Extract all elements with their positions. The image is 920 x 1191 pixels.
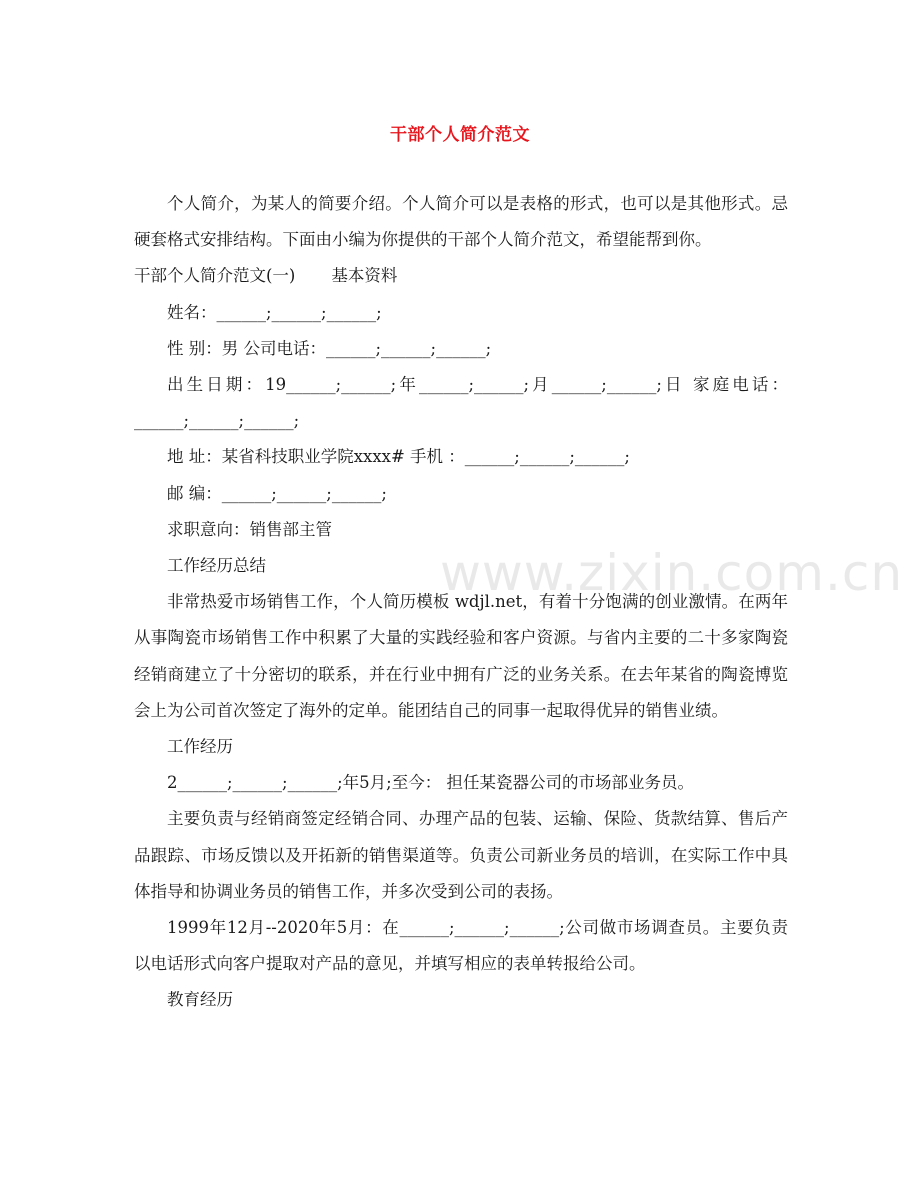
field-postcode: 邮 编：______;______;______; xyxy=(167,483,387,503)
work-summary-paragraph: 非常热爱市场销售工作，个人简历模板 wdjl.net，有着十分饱满的创业激情。在两年从事陶瓷市场销售工作中积累了大量的实践经验和客户资源。与省内主要的二十多家陶瓷经销商建立了十分密切的联系，并在行业中拥有广泛的业务关系。在去年某省的陶瓷博览会上为公司首次签定了海外的定单。能团结自己的同事一起取得优异的销售业绩。 xyxy=(134,592,788,720)
work-summary-heading: 工作经历总结 xyxy=(167,556,266,576)
field-birth-home-phone: 出生日期：19______;______;年______;______;月______;______;日 家庭电话：______;______;______; xyxy=(134,375,788,431)
education-heading: 教育经历 xyxy=(167,990,233,1010)
document-title: 干部个人简介范文 xyxy=(390,125,530,145)
job1-description: 主要负责与经销商签定经销合同、办理产品的包装、运输、保险、货款结算、售后产品跟踪、市场反馈以及开拓新的销售渠道等。负责公司新业务员的培训，在实际工作中具体指导和协调业务员的销售工作，并多次受到公司的表扬。 xyxy=(134,809,788,901)
section-heading-line xyxy=(134,258,788,294)
job2-paragraph: 1999年12月--2020年5月：在______;______;______;公司做市场调查员。主要负责以电话形式向客户提取对产品的意见，并填写相应的表单转报给公司。 xyxy=(134,918,788,974)
section-heading: 干部个人简介范文(一) xyxy=(134,266,296,286)
section-subheading: 基本资料 xyxy=(331,266,398,286)
field-address-mobile: 地 址：某省科技职业学院xxxx# 手机 ：______;______;______; xyxy=(167,447,630,467)
field-name: 姓名：______;______;______; xyxy=(167,302,382,322)
intro-paragraph: 个人简介，为某人的简要介绍。个人简介可以是表格的形式，也可以是其他形式。忌硬套格式安排结构。下面由小编为你提供的干部个人简介范文，希望能帮到你。 xyxy=(134,194,788,250)
job1-period: 2______;______;______;年5月;至今： 担任某瓷器公司的市场部业务员。 xyxy=(167,773,694,793)
watermark: www.zixin.com.cn xyxy=(440,544,904,602)
field-gender-phone: 性 别：男 公司电话：______;______;______; xyxy=(167,338,492,358)
field-job-intention: 求职意向：销售部主管 xyxy=(167,519,332,539)
document-body xyxy=(134,186,904,1019)
work-history-heading: 工作经历 xyxy=(167,737,233,757)
